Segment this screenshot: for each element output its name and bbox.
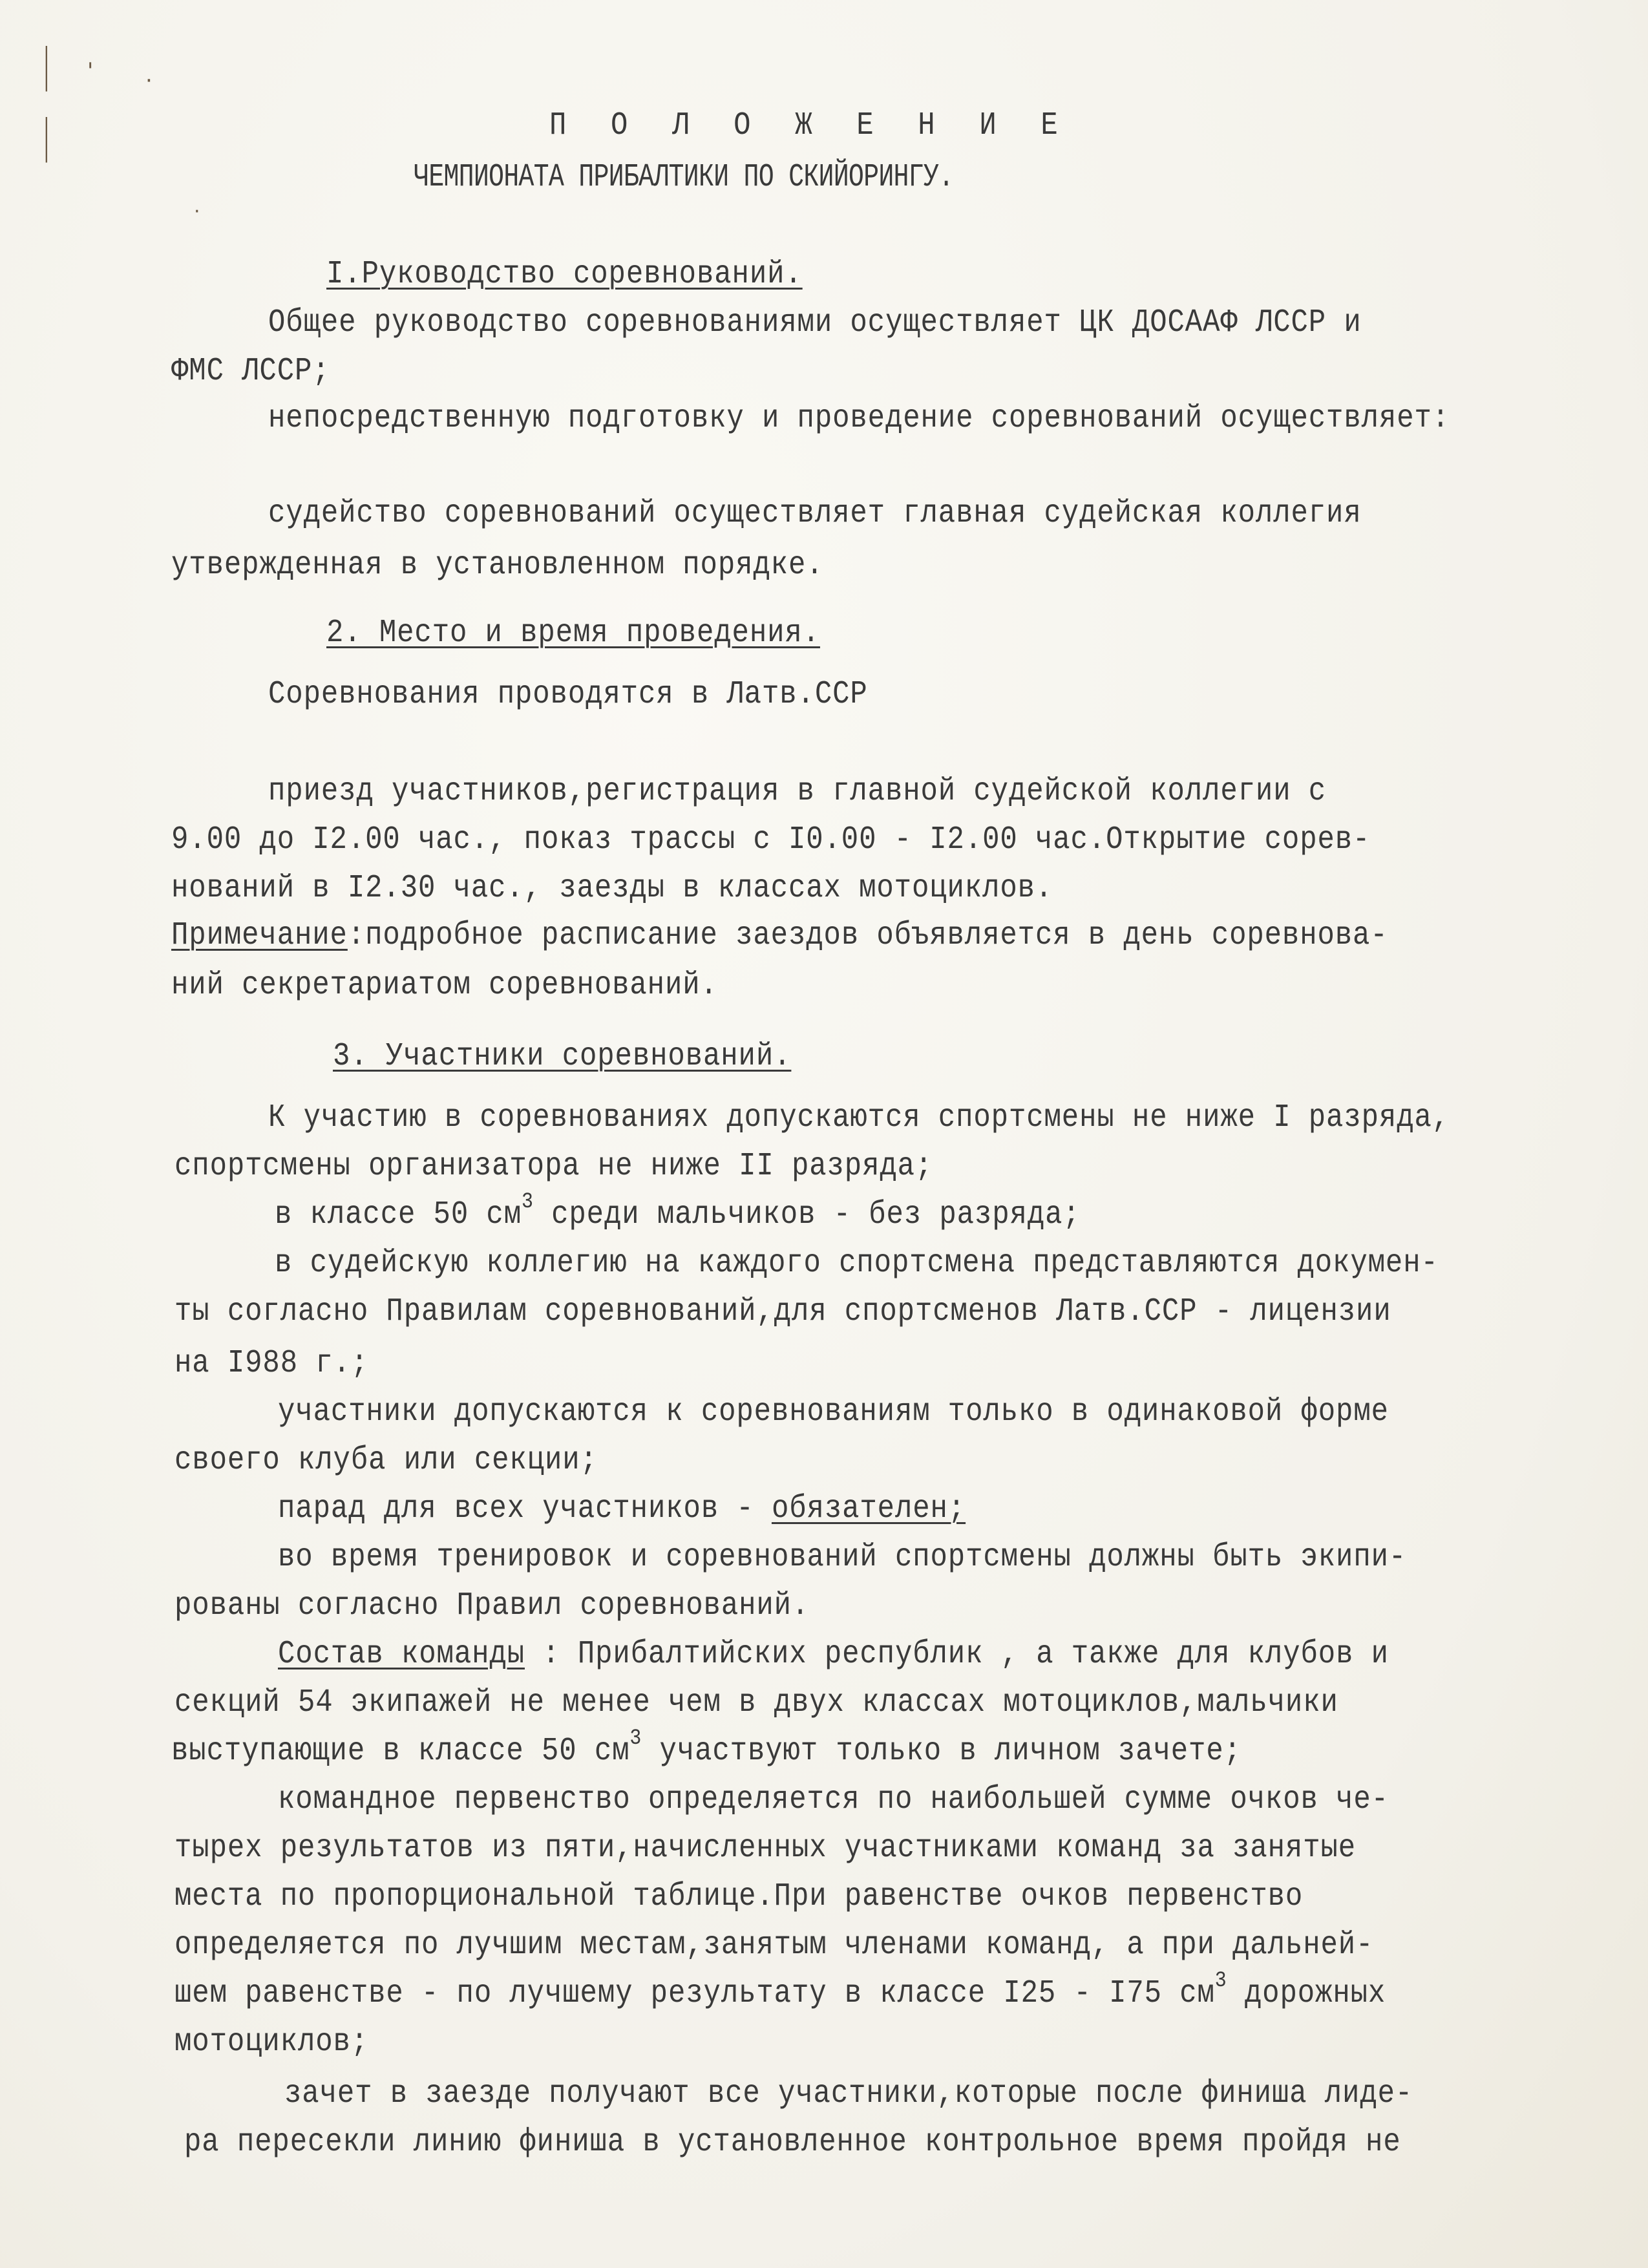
margin-mark: · [145,68,153,94]
text-line: 9.00 до I2.00 час., показ трассы с I0.00 - I2.00 час.Открытие сорев- [171,821,1371,858]
text-line: спортсмены организатора не ниже II разряда; [174,1148,933,1185]
margin-mark: · [194,200,200,223]
text-line: Общее руководство соревнованиями осуществляет ЦК ДОСААФ ЛССР и [268,304,1362,341]
section-heading [326,614,820,653]
section-heading [326,255,803,294]
text-line: места по пропорциональной таблице.При равенстве очков первенство [174,1878,1304,1915]
text-line: определяется по лучшим местам,занятым членами команд, а при дальней- [174,1927,1374,1964]
text-line [174,1969,1386,2013]
section-heading-text: I.Руководство соревнований. [326,256,803,293]
text-part: выступающие в классе 50 см [171,1733,630,1770]
text-part: среди мальчиков - без разряда; [533,1196,1081,1233]
text-line [275,1190,1081,1235]
text-part: : Прибалтийских республик , а также для клубов и [524,1636,1389,1673]
text-line: судейство соревнований осуществляет главная судейская коллегия [268,495,1362,532]
emphasis: обязателен; [771,1490,966,1527]
text-line: непосредственную подготовку и проведение соревнований осуществляет: [268,400,1450,437]
margin-mark: ' [87,58,94,84]
text-line: тырех результатов из пяти,начисленных участниками команд за занятые [174,1830,1357,1867]
team-label: Состав команды [278,1636,525,1673]
text-part: дорожных [1227,1975,1386,2012]
text-line: ний секретариатом соревнований. [171,967,718,1004]
text-line: во время тренировок и соревнований спортсмены должны быть экипи- [278,1539,1407,1576]
text-line [171,1726,1241,1771]
document-subtitle: ЧЕМПИОНАТА ПРИБАЛТИКИ ПО СКИЙОРИНГУ. [414,159,954,196]
document-title: П О Л О Ж Е Н И Е [549,107,1072,144]
superscript: 3 [521,1190,534,1214]
text-line: участники допускаются к соревнованиям только в одинаковой форме [278,1394,1389,1430]
margin-mark: | [43,39,50,92]
note-text: :подробное расписание заездов объявляется в день соревнова- [347,917,1388,954]
section-heading-text: 2. Место и время проведения. [326,615,820,652]
section-heading-text: 3. Участники соревнований. [333,1038,792,1075]
text-part: участвуют только в личном зачете; [642,1733,1241,1770]
text-line: на I988 г.; [174,1345,369,1382]
text-line: мотоциклов; [174,2024,369,2061]
text-line [171,917,1388,955]
text-line: приезд участников,регистрация в главной судейской коллегии с [268,773,1327,810]
text-line: утвержденная в установленном порядке. [171,547,824,584]
text-line: К участию в соревнованиях допускаются спортсмены не ниже I разряда, [268,1099,1450,1136]
text-line: Соревнования проводятся в Латв.ССР [268,676,868,713]
text-part: в классе 50 см [275,1196,522,1233]
text-line: зачет в заезде получают все участники,которые после финиша лиде- [284,2075,1413,2112]
text-line [278,1490,966,1529]
text-line: командное первенство определяется по наибольшей сумме очков че- [278,1781,1389,1818]
text-line: рованы согласно Правил соревнований. [174,1587,810,1624]
note-label: Примечание [171,917,348,954]
superscript: 3 [1214,1969,1227,1993]
text-line: нований в I2.30 час., заезды в классах мотоциклов. [171,870,1053,907]
section-heading [333,1037,791,1076]
text-line: в судейскую коллегию на каждого спортсмена представляются докумен- [275,1245,1439,1282]
text-line: своего клуба или секции; [174,1442,598,1479]
text-line: ты согласно Правилам соревнований,для спортсменов Латв.ССР - лицензии [174,1293,1391,1330]
text-line: ра пересекли линию финиша в установленное контрольное время пройдя не [184,2124,1401,2161]
text-line [278,1635,1389,1674]
text-part: парад для всех участников - [278,1490,772,1527]
superscript: 3 [629,1726,642,1751]
text-line: секций 54 экипажей не менее чем в двух классах мотоциклов,мальчики [174,1684,1338,1721]
margin-mark: | [43,110,50,163]
text-line: ФМС ЛССР; [171,353,330,390]
text-part: шем равенстве - по лучшему результату в классе I25 - I75 см [174,1975,1215,2012]
